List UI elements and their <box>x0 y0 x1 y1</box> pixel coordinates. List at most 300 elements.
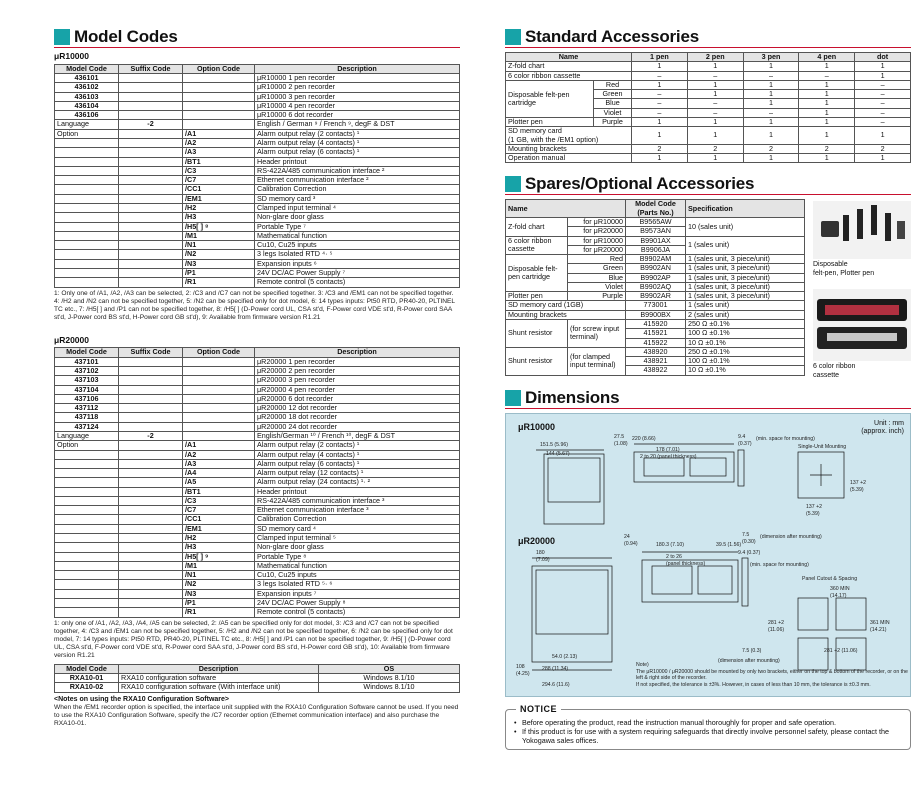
suffix-code-cell <box>119 385 183 394</box>
table-row <box>55 469 460 478</box>
model-code-cell <box>55 148 119 157</box>
option-code-cell: /N2 <box>183 250 255 259</box>
description-cell: μR20000 6 dot recorder <box>255 394 460 403</box>
dim-after-mount2: (dimension after mounting) <box>718 658 780 665</box>
model-code-cell <box>55 203 119 212</box>
table-row <box>55 561 460 570</box>
table-row <box>55 357 460 366</box>
dim-min-space2: (min. space for mounting) <box>750 562 809 569</box>
suffix-code-cell <box>119 250 183 259</box>
table-row <box>55 543 460 552</box>
suffix-code-cell <box>119 376 183 385</box>
dim-panel-cutout: Panel Cutout & Spacing <box>802 576 858 583</box>
dim-d7-5: 7.5 (0.30) <box>742 532 756 545</box>
description-cell: μR20000 3 pen recorder <box>255 376 460 385</box>
quantity-cell: – <box>687 108 743 117</box>
table-row <box>55 506 460 515</box>
description-cell: Mathematical function <box>255 561 460 570</box>
table-row <box>506 80 911 89</box>
accessory-name-cell: Operation manual <box>506 154 632 163</box>
standard-accessories-table <box>505 52 911 163</box>
dimension-unit: Unit : mm (approx. inch) <box>861 420 904 436</box>
spare-model-code-cell: B9573AN <box>626 227 686 236</box>
spare-model-code-cell: 415920 <box>626 320 686 329</box>
quantity-cell: 1 <box>743 99 799 108</box>
software-os-cell: Windows 8.1/10 <box>319 683 460 692</box>
suffix-code-cell <box>119 74 183 83</box>
quantity-cell: – <box>855 117 911 126</box>
std-header-4: 3 pen <box>743 53 799 62</box>
model-code-cell <box>55 213 119 222</box>
model-code-cell <box>55 561 119 570</box>
felt-pen-caption: Disposable felt-pen, Plotter pen <box>813 261 875 277</box>
quantity-cell: 1 <box>743 127 799 145</box>
software-header-1: Description <box>119 664 319 673</box>
table-row <box>506 62 911 71</box>
quantity-cell: – <box>687 71 743 80</box>
description-cell: Portable Type ⁷ <box>255 222 460 231</box>
model-code-cell: Language <box>55 431 119 440</box>
spares-header-name: Name <box>506 200 626 218</box>
spare-variant-cell: Red <box>568 255 626 264</box>
suffix-code-cell <box>119 148 183 157</box>
dimensions-title: Dimensions <box>525 388 620 408</box>
option-code-cell: /N2 <box>183 580 255 589</box>
accessory-variant-cell: Red <box>594 80 632 89</box>
table-row <box>55 278 460 287</box>
option-code-cell <box>183 366 255 375</box>
table-row <box>55 674 460 683</box>
table-row <box>506 154 911 163</box>
quantity-cell: 1 <box>687 154 743 163</box>
accessory-variant-cell: Purple <box>594 117 632 126</box>
notice-box <box>505 704 911 750</box>
description-cell: Ethernet communication interface ² <box>255 176 460 185</box>
software-description-cell: RXA10 configuration software <box>119 674 319 683</box>
dim-d180: 180 (7.09) <box>536 550 550 563</box>
option-code-cell: /N3 <box>183 589 255 598</box>
model-code-cell <box>55 524 119 533</box>
dim-d361: 361 MIN (14.21) <box>870 620 890 633</box>
option-code-cell: /M1 <box>183 231 255 240</box>
standard-accessories-title: Standard Accessories <box>525 26 699 46</box>
option-code-cell: /C7 <box>183 176 255 185</box>
ur20000-dim-label: μR20000 <box>518 536 556 547</box>
suffix-code-cell <box>119 524 183 533</box>
description-cell: SD memory card ³ <box>255 194 460 203</box>
dim-d294: 294.6 (11.6) <box>542 682 570 689</box>
suffix-code-cell <box>119 413 183 422</box>
model-code-cell <box>55 506 119 515</box>
suffix-code-cell <box>119 259 183 268</box>
model-code-cell <box>55 222 119 231</box>
spare-variant-cell: Purple <box>568 292 626 301</box>
ur10000-header-0: Model Code <box>55 64 119 73</box>
spare-name-cell: Disposable felt-pen cartridge <box>506 255 568 292</box>
accessory-name-cell: Disposable felt-pen cartridge <box>506 80 594 117</box>
model-code-cell: 436103 <box>55 92 119 101</box>
suffix-code-cell <box>119 166 183 175</box>
suffix-code-cell <box>119 608 183 617</box>
spare-variant-cell: (for screw input terminal) <box>568 320 626 348</box>
spare-name-cell: Shunt resistor <box>506 320 568 348</box>
dimensions-drawing <box>505 413 911 697</box>
description-cell: Remote control (5 contacts) <box>255 608 460 617</box>
option-code-cell: /H3 <box>183 213 255 222</box>
table-row <box>506 117 911 126</box>
table-row <box>55 74 460 83</box>
suffix-code-cell <box>119 157 183 166</box>
notice-title: NOTICE <box>516 704 561 714</box>
notice-item: • If this product is for use with a system requiring safeguards that directly involve personnel safety, please contact the Yokogawa sales offices. <box>514 727 902 745</box>
accessory-variant-cell: Green <box>594 90 632 99</box>
description-cell: Calibration Correction <box>255 185 460 194</box>
spare-model-code-cell: 773001 <box>626 301 686 310</box>
section-marker-icon <box>505 176 521 192</box>
accessory-name-cell: Z-fold chart <box>506 62 632 71</box>
dim-d360: 360 MIN (14.17) <box>830 586 850 599</box>
description-cell: RS-422A/485 communication interface ³ <box>255 496 460 505</box>
spares-table <box>505 199 805 375</box>
description-cell: Non-glare door glass <box>255 543 460 552</box>
quantity-cell: 1 <box>799 127 855 145</box>
model-code-cell <box>55 231 119 240</box>
table-row <box>506 255 805 264</box>
section-marker-icon <box>54 29 70 45</box>
suffix-code-cell <box>119 450 183 459</box>
description-cell: Non-glare door glass <box>255 213 460 222</box>
description-cell: RS-422A/485 communication interface ² <box>255 166 460 175</box>
model-code-cell: 437124 <box>55 422 119 431</box>
quantity-cell: 2 <box>687 144 743 153</box>
table-row <box>55 450 460 459</box>
spare-spec-cell: 250 Ω ±0.1% <box>686 347 805 356</box>
table-row <box>55 259 460 268</box>
description-cell: μR10000 6 dot recorder <box>255 111 460 120</box>
spares-header-model: Model Code (Parts No.) <box>626 200 686 218</box>
spare-spec-cell: 10 Ω ±0.1% <box>686 366 805 375</box>
table-row <box>55 478 460 487</box>
spare-variant-cell: for μR20000 <box>568 227 626 236</box>
suffix-code-cell <box>119 129 183 138</box>
accessory-variant-cell: Violet <box>594 108 632 117</box>
dim-d54: 54.0 (2.13) <box>552 654 578 661</box>
dimensions-heading <box>505 387 911 409</box>
option-code-cell <box>183 404 255 413</box>
suffix-code-cell <box>119 92 183 101</box>
description-cell: Portable Type ⁸ <box>255 552 460 561</box>
table-row <box>55 487 460 496</box>
description-cell: Ethernet communication interface ³ <box>255 506 460 515</box>
description-cell: μR20000 12 dot recorder <box>255 404 460 413</box>
dim-2to26: 2 to 26 (panel thickness) <box>666 554 706 567</box>
suffix-code-cell: -2 <box>119 120 183 129</box>
model-code-cell: 437118 <box>55 413 119 422</box>
ur10000-footnote: 1: Only one of /A1, /A2, /A3 can be selected, 2: /C3 and /C7 can not be specified together. 3: /C3 and /EM1 can not be specified together. 4: /H2 and /N2 can not be specified together, 5: /N2 can be specified only for dot model, 6: 14 types inputs: Pt50 RTD, PR40-20, PLTINEL TC etc., 7: /H5[ ] and /P1 can not be specified together, 8: /H5[ ] (D-Power cord UL, CSA st'd, F-Power cord VDE st'd, R-Power cord SAA st'd, J-Power cord BS st'd, H-Power cord GB st'd), 9: Available from firmware version R1.21 <box>54 289 455 321</box>
model-code-cell: 436102 <box>55 83 119 92</box>
quantity-cell: 1 <box>632 62 688 71</box>
description-cell: Cu10, Cu25 inputs <box>255 241 460 250</box>
model-code-cell <box>55 194 119 203</box>
model-code-cell <box>55 599 119 608</box>
table-row <box>55 213 460 222</box>
option-code-cell: /M1 <box>183 561 255 570</box>
ur20000-footnote: 1: only one of /A1, /A2, /A3, /A4, /A5 can be selected, 2: /A5 can be specified only for dot model, 3: /C3 and /C7 can not be specified together, 4: /C3 and /EM1 can not be specified together, 5: /H2 and /N2 can not be specified together, 6: /N2 can be specified only for dot model, 7: 14 types inputs: Pt50 RTD, PR40-20, PLTINEL TC etc., 8: /H5[ ] and /P1 can not be specified together, 9: /H5[ ] (D-Power cord UL, CSA st'd, F-Power cord VDE st'd, R-Power cord SAA st'd, J-Power cord BS st'd, H-Power cord GB st'd), 10: Available from firmware version R1.21 <box>54 619 453 659</box>
table-row <box>506 217 805 226</box>
ur10000-header-3: Description <box>255 64 460 73</box>
table-row <box>506 301 805 310</box>
spare-name-cell: 6 color ribbon cassette <box>506 236 568 255</box>
quantity-cell: 1 <box>687 80 743 89</box>
option-code-cell: /R1 <box>183 608 255 617</box>
ur20000-table <box>54 347 460 617</box>
table-row <box>55 571 460 580</box>
table-row <box>55 166 460 175</box>
spare-model-code-cell: B9902AM <box>626 255 686 264</box>
software-description-cell: RXA10 configuration software (With interface unit) <box>119 683 319 692</box>
description-cell: Alarm output relay (2 contacts) ¹ <box>255 441 460 450</box>
quantity-cell: – <box>743 71 799 80</box>
option-code-cell <box>183 111 255 120</box>
description-cell: Header printout <box>255 157 460 166</box>
spare-name-cell: SD memory card (1GB) <box>506 301 626 310</box>
suffix-code-cell <box>119 278 183 287</box>
table-row <box>55 148 460 157</box>
table-row <box>55 241 460 250</box>
dim-d137a: 137 +2 (5.39) <box>806 504 823 517</box>
suffix-code-cell <box>119 404 183 413</box>
spare-spec-cell: 250 Ω ±0.1% <box>686 320 805 329</box>
model-code-cell <box>55 496 119 505</box>
spare-spec-cell: 100 Ω ±0.1% <box>686 329 805 338</box>
option-code-cell <box>183 83 255 92</box>
option-code-cell: /BT1 <box>183 487 255 496</box>
suffix-code-cell <box>119 83 183 92</box>
option-code-cell: /EM1 <box>183 524 255 533</box>
option-code-cell <box>183 120 255 129</box>
table-row <box>55 496 460 505</box>
software-header-2: OS <box>319 664 460 673</box>
quantity-cell: 1 <box>855 127 911 145</box>
quantity-cell: 1 <box>632 127 688 145</box>
quantity-cell: 2 <box>743 144 799 153</box>
model-code-cell <box>55 250 119 259</box>
software-notes-title: <Notes on using the RXA10 Configuration Software> <box>54 695 230 703</box>
table-row <box>55 120 460 129</box>
model-code-cell: 436106 <box>55 111 119 120</box>
suffix-code-cell <box>119 194 183 203</box>
suffix-code-cell <box>119 394 183 403</box>
quantity-cell: 1 <box>855 62 911 71</box>
option-code-cell: /CC1 <box>183 515 255 524</box>
model-code-cell: 436101 <box>55 74 119 83</box>
table-row <box>55 203 460 212</box>
spare-name-cell: Z-fold chart <box>506 217 568 236</box>
option-code-cell <box>183 101 255 110</box>
suffix-code-cell <box>119 357 183 366</box>
standard-accessories-heading <box>505 26 911 48</box>
quantity-cell: 1 <box>687 127 743 145</box>
description-cell: Header printout <box>255 487 460 496</box>
spare-variant-cell: (for clamped input terminal) <box>568 347 626 375</box>
description-cell: μR20000 4 pen recorder <box>255 385 460 394</box>
dim-d7-5b: 7.5 (0.3) <box>742 648 762 655</box>
option-code-cell: /A2 <box>183 139 255 148</box>
model-code-cell <box>55 450 119 459</box>
model-code-cell: 437112 <box>55 404 119 413</box>
quantity-cell: 1 <box>743 62 799 71</box>
dim-d288: 288 (11.34) <box>542 666 569 673</box>
suffix-code-cell <box>119 241 183 250</box>
option-code-cell: /N1 <box>183 571 255 580</box>
model-code-cell <box>55 534 119 543</box>
spare-spec-cell: 1 (sales unit) <box>686 236 805 255</box>
option-code-cell <box>183 357 255 366</box>
table-row <box>55 422 460 431</box>
option-code-cell: /CC1 <box>183 185 255 194</box>
model-code-cell <box>55 552 119 561</box>
accessory-name-cell: Mounting brackets <box>506 144 632 153</box>
section-marker-icon <box>505 390 521 406</box>
quantity-cell: 1 <box>632 117 688 126</box>
option-code-cell <box>183 376 255 385</box>
table-row <box>55 404 460 413</box>
quantity-cell: 1 <box>855 154 911 163</box>
ur10000-heading: μR10000 <box>54 51 89 61</box>
option-code-cell <box>183 394 255 403</box>
spare-spec-cell: 10 (sales unit) <box>686 217 805 236</box>
option-code-cell: /H5[ ] ⁹ <box>183 552 255 561</box>
option-code-cell: /C3 <box>183 496 255 505</box>
model-code-cell <box>55 241 119 250</box>
table-row <box>55 459 460 468</box>
quantity-cell: – <box>855 108 911 117</box>
software-notes: When the /EM1 recorder option is specified, the interface unit supplied with the RXA10 Configuration Software cannot be used. If you need to use the RXA10 Configuration Software, specify the /C7 recorder option (Ethernet communication interface) and also purchase the RXA10-01. <box>54 703 459 727</box>
description-cell: Alarm output relay (6 contacts) ¹ <box>255 148 460 157</box>
suffix-code-cell <box>119 459 183 468</box>
quantity-cell: – <box>855 90 911 99</box>
spare-spec-cell: 1 (sales unit) <box>686 301 805 310</box>
model-code-cell <box>55 543 119 552</box>
table-row <box>506 236 805 245</box>
spare-spec-cell: 2 (sales unit) <box>686 310 805 319</box>
description-cell: Alarm output relay (24 contacts) ¹· ² <box>255 478 460 487</box>
table-row <box>55 431 460 440</box>
option-code-cell: /P1 <box>183 599 255 608</box>
spare-variant-cell: for μR10000 <box>568 217 626 226</box>
std-header-5: 4 pen <box>799 53 855 62</box>
option-code-cell: /C3 <box>183 166 255 175</box>
dim-single-unit: Single-Unit Mounting <box>798 444 847 451</box>
description-cell: 24V DC/AC Power Supply ⁷ <box>255 268 460 277</box>
dim-d281b: 281 +2 (11.06) <box>824 648 858 655</box>
table-row <box>55 441 460 450</box>
dimension-note: Note) The μR10000 / μR20000 should be mounted by only two brackets, either on the top & bottom of the recorder, or on the left & right side of the recorder. If not specified, the tolerance is ±3%. However, in cases of less than 10 mm, the tolerance is ±0.3 mm. <box>636 662 908 688</box>
suffix-code-cell <box>119 441 183 450</box>
suffix-code-cell <box>119 111 183 120</box>
accessory-name-cell: Plotter pen <box>506 117 594 126</box>
description-cell: Calibration Correction <box>255 515 460 524</box>
table-row <box>55 139 460 148</box>
spare-spec-cell: 1 (sales unit, 3 piece/unit) <box>686 282 805 291</box>
suffix-code-cell <box>119 543 183 552</box>
spare-model-code-cell: B9906JA <box>626 245 686 254</box>
dim-d180-3: 180.3 (7.10) <box>656 542 684 549</box>
model-code-cell: 437103 <box>55 376 119 385</box>
ur10000-dim-label: μR10000 <box>518 422 556 433</box>
option-code-cell: /A1 <box>183 129 255 138</box>
spare-variant-cell: Green <box>568 264 626 273</box>
quantity-cell: 2 <box>855 144 911 153</box>
spare-variant-cell: for μR20000 <box>568 245 626 254</box>
dim-min-space: (min. space for mounting) <box>756 436 815 443</box>
quantity-cell: – <box>632 99 688 108</box>
table-row <box>55 580 460 589</box>
option-code-cell: /H2 <box>183 203 255 212</box>
dim-d108: 108 (4.25) <box>516 664 530 677</box>
software-os-cell: Windows 8.1/10 <box>319 674 460 683</box>
option-code-cell: /H5[ ] ⁸ <box>183 222 255 231</box>
description-cell: Cu10, Cu25 inputs <box>255 571 460 580</box>
table-row <box>55 366 460 375</box>
spare-spec-cell: 1 (sales unit, 3 piece/unit) <box>686 273 805 282</box>
spare-model-code-cell: 438921 <box>626 357 686 366</box>
suffix-code-cell <box>119 515 183 524</box>
suffix-code-cell <box>119 213 183 222</box>
description-cell: Alarm output relay (4 contacts) ¹ <box>255 450 460 459</box>
option-code-cell: /A3 <box>183 459 255 468</box>
ribbon-photo <box>813 289 911 361</box>
notice-list <box>514 718 902 745</box>
spare-name-cell: Shunt resistor <box>506 347 568 375</box>
option-code-cell: /A4 <box>183 469 255 478</box>
quantity-cell: – <box>632 108 688 117</box>
model-code-cell <box>55 166 119 175</box>
suffix-code-cell <box>119 552 183 561</box>
dim-d24: 24 (0.94) <box>624 534 638 547</box>
std-header-3: 2 pen <box>687 53 743 62</box>
table-row <box>55 376 460 385</box>
suffix-code-cell <box>119 571 183 580</box>
spare-model-code-cell: 438922 <box>626 366 686 375</box>
model-code-cell: 437104 <box>55 385 119 394</box>
description-cell: Alarm output relay (2 contacts) ¹ <box>255 129 460 138</box>
spare-spec-cell: 1 (sales unit, 3 piece/unit) <box>686 255 805 264</box>
spare-variant-cell: for μR10000 <box>568 236 626 245</box>
description-cell: English/German ¹⁰ / French ¹⁰, degF & DST <box>255 431 460 440</box>
table-row <box>55 608 460 617</box>
option-code-cell: /EM1 <box>183 194 255 203</box>
quantity-cell: – <box>855 80 911 89</box>
model-code-cell <box>55 487 119 496</box>
model-code-cell <box>55 608 119 617</box>
description-cell: Remote control (5 contacts) <box>255 278 460 287</box>
description-cell: Mathematical function <box>255 231 460 240</box>
spare-model-code-cell: B9902AQ <box>626 282 686 291</box>
quantity-cell: 1 <box>687 62 743 71</box>
std-header-name: Name <box>506 53 632 62</box>
quantity-cell: 1 <box>687 117 743 126</box>
model-code-cell <box>55 259 119 268</box>
description-cell: 3 legs Isolated RTD ⁵· ⁶ <box>255 580 460 589</box>
section-marker-icon <box>505 29 521 45</box>
model-code-cell <box>55 157 119 166</box>
suffix-code-cell <box>119 101 183 110</box>
table-row <box>506 144 911 153</box>
option-code-cell: /N3 <box>183 259 255 268</box>
table-row <box>55 176 460 185</box>
ribbon-cassette-image <box>813 289 911 361</box>
